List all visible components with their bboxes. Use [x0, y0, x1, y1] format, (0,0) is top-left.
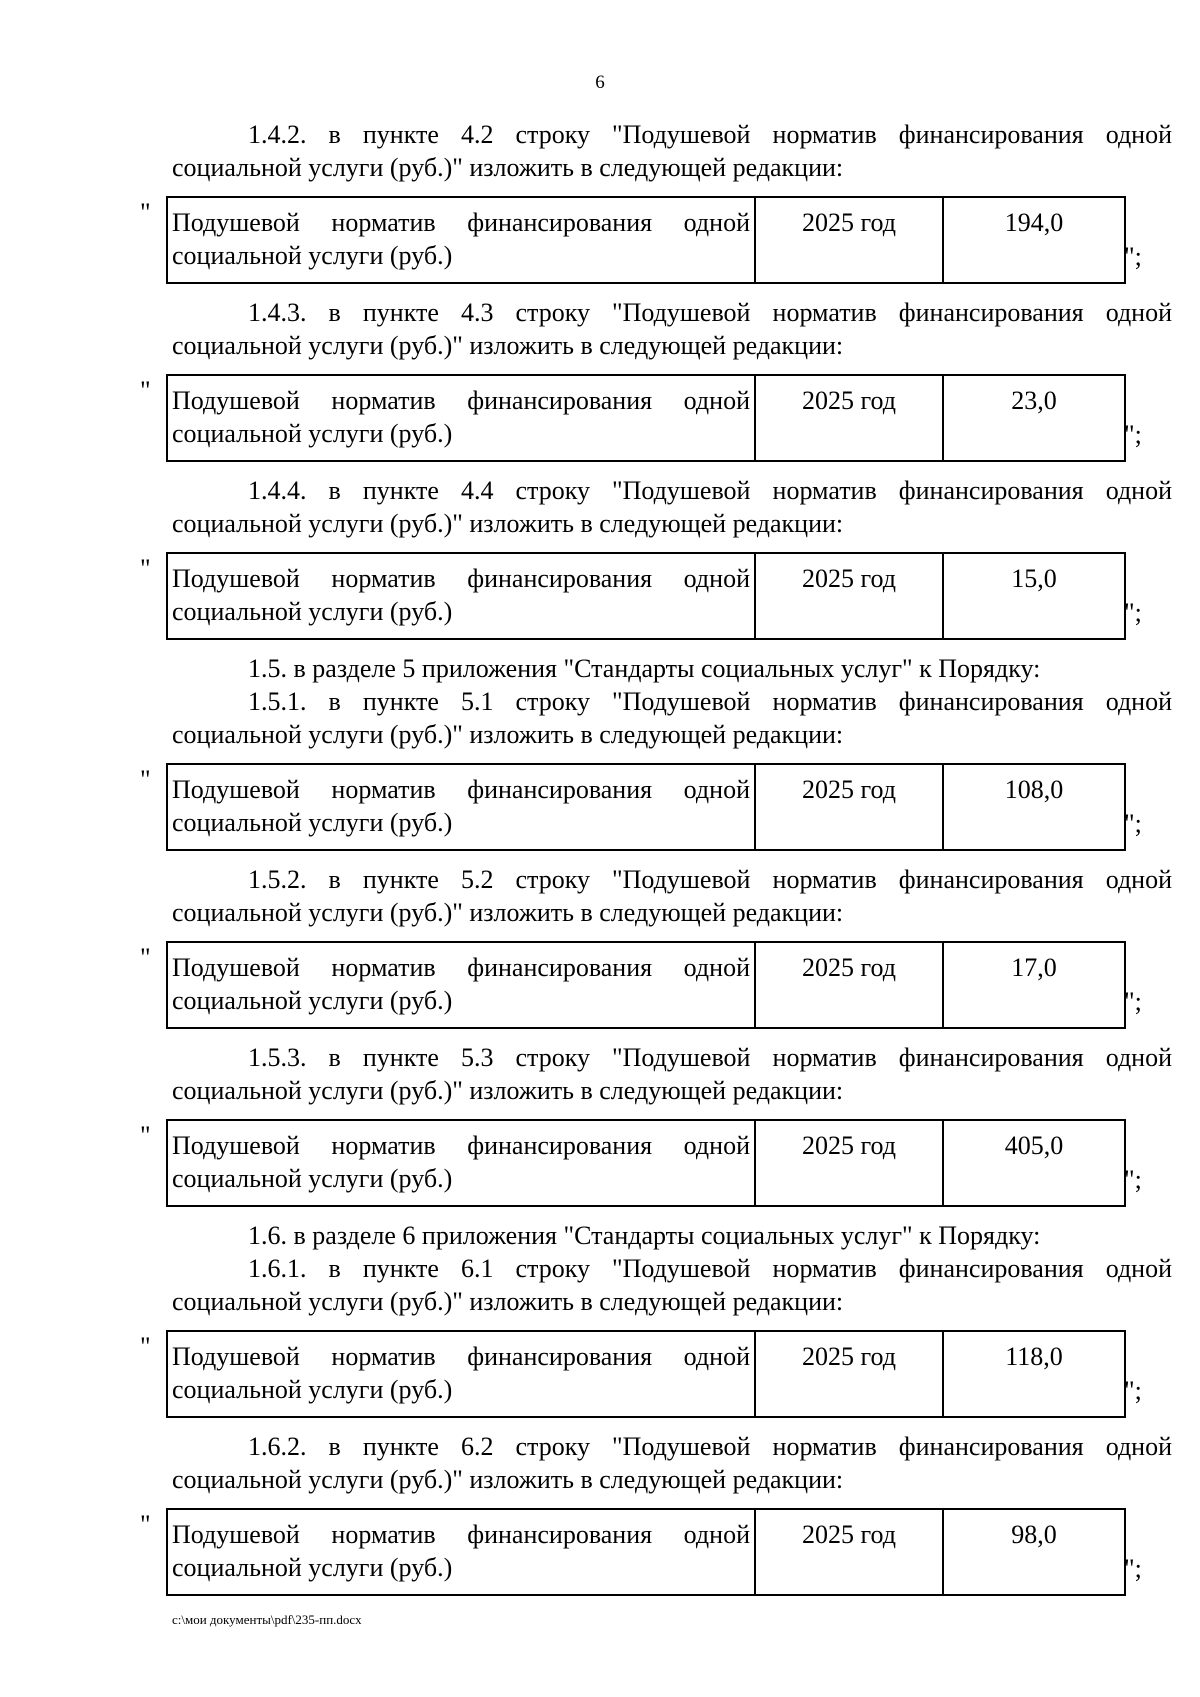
norm-label-line1: Подушевой норматив финансирования одной — [172, 208, 750, 237]
value-cell: 118,0 — [943, 1331, 1125, 1417]
amendment-block — [140, 1041, 1172, 1207]
amendment-paragraph: 1.5.1. в пункте 5.1 строку "Подушевой норматив финансирования одной социальной услуги (руб.)" изложить в следующей редакции: — [172, 687, 1172, 749]
opening-quote: " — [140, 1510, 151, 1539]
norm-table — [166, 1119, 1126, 1207]
norm-table-wrapper — [140, 1330, 1172, 1418]
norm-label-line2: социальной услуги (руб.) — [172, 986, 453, 1015]
opening-quote: " — [140, 1332, 151, 1361]
norm-label-cell — [167, 1120, 755, 1206]
norm-label-cell — [167, 942, 755, 1028]
closing-quote: "; — [1124, 1165, 1142, 1194]
norm-label-line2: социальной услуги (руб.) — [172, 808, 453, 837]
closing-quote: "; — [1124, 809, 1142, 838]
closing-quote: "; — [1124, 987, 1142, 1016]
value-cell: 23,0 — [943, 375, 1125, 461]
table-row — [167, 1120, 1125, 1206]
norm-table-wrapper — [140, 374, 1172, 462]
table-row — [167, 375, 1125, 461]
year-cell: 2025 год — [755, 553, 943, 639]
norm-label-line2: социальной услуги (руб.) — [172, 1553, 453, 1582]
section-heading: 1.6. в разделе 6 приложения "Стандарты социальных услуг" к Порядку: — [248, 1221, 1041, 1250]
year-cell: 2025 год — [755, 375, 943, 461]
norm-table-wrapper — [140, 763, 1172, 851]
amendment-block — [140, 652, 1172, 851]
norm-label-line1: Подушевой норматив финансирования одной — [172, 1342, 750, 1371]
norm-label-line1: Подушевой норматив финансирования одной — [172, 564, 750, 593]
norm-table — [166, 763, 1126, 851]
norm-label-line2: социальной услуги (руб.) — [172, 1164, 453, 1193]
closing-quote: "; — [1124, 242, 1142, 271]
opening-quote: " — [140, 376, 151, 405]
closing-quote: "; — [1124, 598, 1142, 627]
amendment-paragraph: 1.5.3. в пункте 5.3 строку "Подушевой норматив финансирования одной социальной услуги (руб.)" изложить в следующей редакции: — [172, 1043, 1172, 1105]
norm-table — [166, 374, 1126, 462]
norm-label-line1: Подушевой норматив финансирования одной — [172, 953, 750, 982]
amendment-paragraph: 1.4.4. в пункте 4.4 строку "Подушевой норматив финансирования одной социальной услуги (руб.)" изложить в следующей редакции: — [172, 476, 1172, 538]
table-row — [167, 1509, 1125, 1595]
value-cell: 108,0 — [943, 764, 1125, 850]
norm-table-wrapper — [140, 552, 1172, 640]
opening-quote: " — [140, 1121, 151, 1150]
norm-label-line1: Подушевой норматив финансирования одной — [172, 1520, 750, 1549]
year-cell: 2025 год — [755, 764, 943, 850]
value-cell: 17,0 — [943, 942, 1125, 1028]
norm-table-wrapper — [140, 1508, 1172, 1596]
year-cell: 2025 год — [755, 942, 943, 1028]
opening-quote: " — [140, 198, 151, 227]
amendment-block — [140, 1219, 1172, 1418]
norm-label-line2: социальной услуги (руб.) — [172, 419, 453, 448]
norm-table — [166, 941, 1126, 1029]
opening-quote: " — [140, 943, 151, 972]
norm-label-cell — [167, 764, 755, 850]
opening-quote: " — [140, 765, 151, 794]
value-cell: 405,0 — [943, 1120, 1125, 1206]
table-row — [167, 553, 1125, 639]
norm-label-line2: социальной услуги (руб.) — [172, 241, 453, 270]
norm-table — [166, 552, 1126, 640]
table-row — [167, 942, 1125, 1028]
norm-label-line2: социальной услуги (руб.) — [172, 1375, 453, 1404]
amendment-block — [140, 1430, 1172, 1596]
amendment-block — [140, 863, 1172, 1029]
norm-table — [166, 1508, 1126, 1596]
closing-quote: "; — [1124, 1376, 1142, 1405]
norm-label-cell — [167, 553, 755, 639]
value-cell: 194,0 — [943, 197, 1125, 283]
norm-label-cell — [167, 1331, 755, 1417]
norm-label-line1: Подушевой норматив финансирования одной — [172, 386, 750, 415]
page-number: 6 — [595, 72, 605, 93]
table-row — [167, 1331, 1125, 1417]
amendment-block — [140, 118, 1172, 284]
amendment-block — [140, 474, 1172, 640]
year-cell: 2025 год — [755, 1120, 943, 1206]
norm-label-cell — [167, 375, 755, 461]
norm-label-line1: Подушевой норматив финансирования одной — [172, 1131, 750, 1160]
norm-table-wrapper — [140, 941, 1172, 1029]
table-row — [167, 197, 1125, 283]
amendment-paragraph: 1.4.3. в пункте 4.3 строку "Подушевой норматив финансирования одной социальной услуги (руб.)" изложить в следующей редакции: — [172, 298, 1172, 360]
document-body — [140, 118, 1172, 1608]
year-cell: 2025 год — [755, 197, 943, 283]
year-cell: 2025 год — [755, 1509, 943, 1595]
norm-table-wrapper — [140, 1119, 1172, 1207]
closing-quote: "; — [1124, 420, 1142, 449]
amendment-paragraph: 1.4.2. в пункте 4.2 строку "Подушевой норматив финансирования одной социальной услуги (руб.)" изложить в следующей редакции: — [172, 120, 1172, 182]
amendment-paragraph: 1.6.1. в пункте 6.1 строку "Подушевой норматив финансирования одной социальной услуги (руб.)" изложить в следующей редакции: — [172, 1254, 1172, 1316]
norm-label-cell — [167, 197, 755, 283]
opening-quote: " — [140, 554, 151, 583]
norm-label-line1: Подушевой норматив финансирования одной — [172, 775, 750, 804]
norm-label-line2: социальной услуги (руб.) — [172, 597, 453, 626]
value-cell: 98,0 — [943, 1509, 1125, 1595]
footer-file-path: c:\мои документы\pdf\235-пп.docx — [172, 1612, 362, 1627]
amendment-paragraph: 1.6.2. в пункте 6.2 строку "Подушевой норматив финансирования одной социальной услуги (руб.)" изложить в следующей редакции: — [172, 1432, 1172, 1494]
norm-table — [166, 196, 1126, 284]
norm-table — [166, 1330, 1126, 1418]
amendment-block — [140, 296, 1172, 462]
amendment-paragraph: 1.5.2. в пункте 5.2 строку "Подушевой норматив финансирования одной социальной услуги (руб.)" изложить в следующей редакции: — [172, 865, 1172, 927]
section-heading: 1.5. в разделе 5 приложения "Стандарты социальных услуг" к Порядку: — [248, 654, 1041, 683]
table-row — [167, 764, 1125, 850]
norm-label-cell — [167, 1509, 755, 1595]
norm-table-wrapper — [140, 196, 1172, 284]
value-cell: 15,0 — [943, 553, 1125, 639]
closing-quote: "; — [1124, 1554, 1142, 1583]
year-cell: 2025 год — [755, 1331, 943, 1417]
